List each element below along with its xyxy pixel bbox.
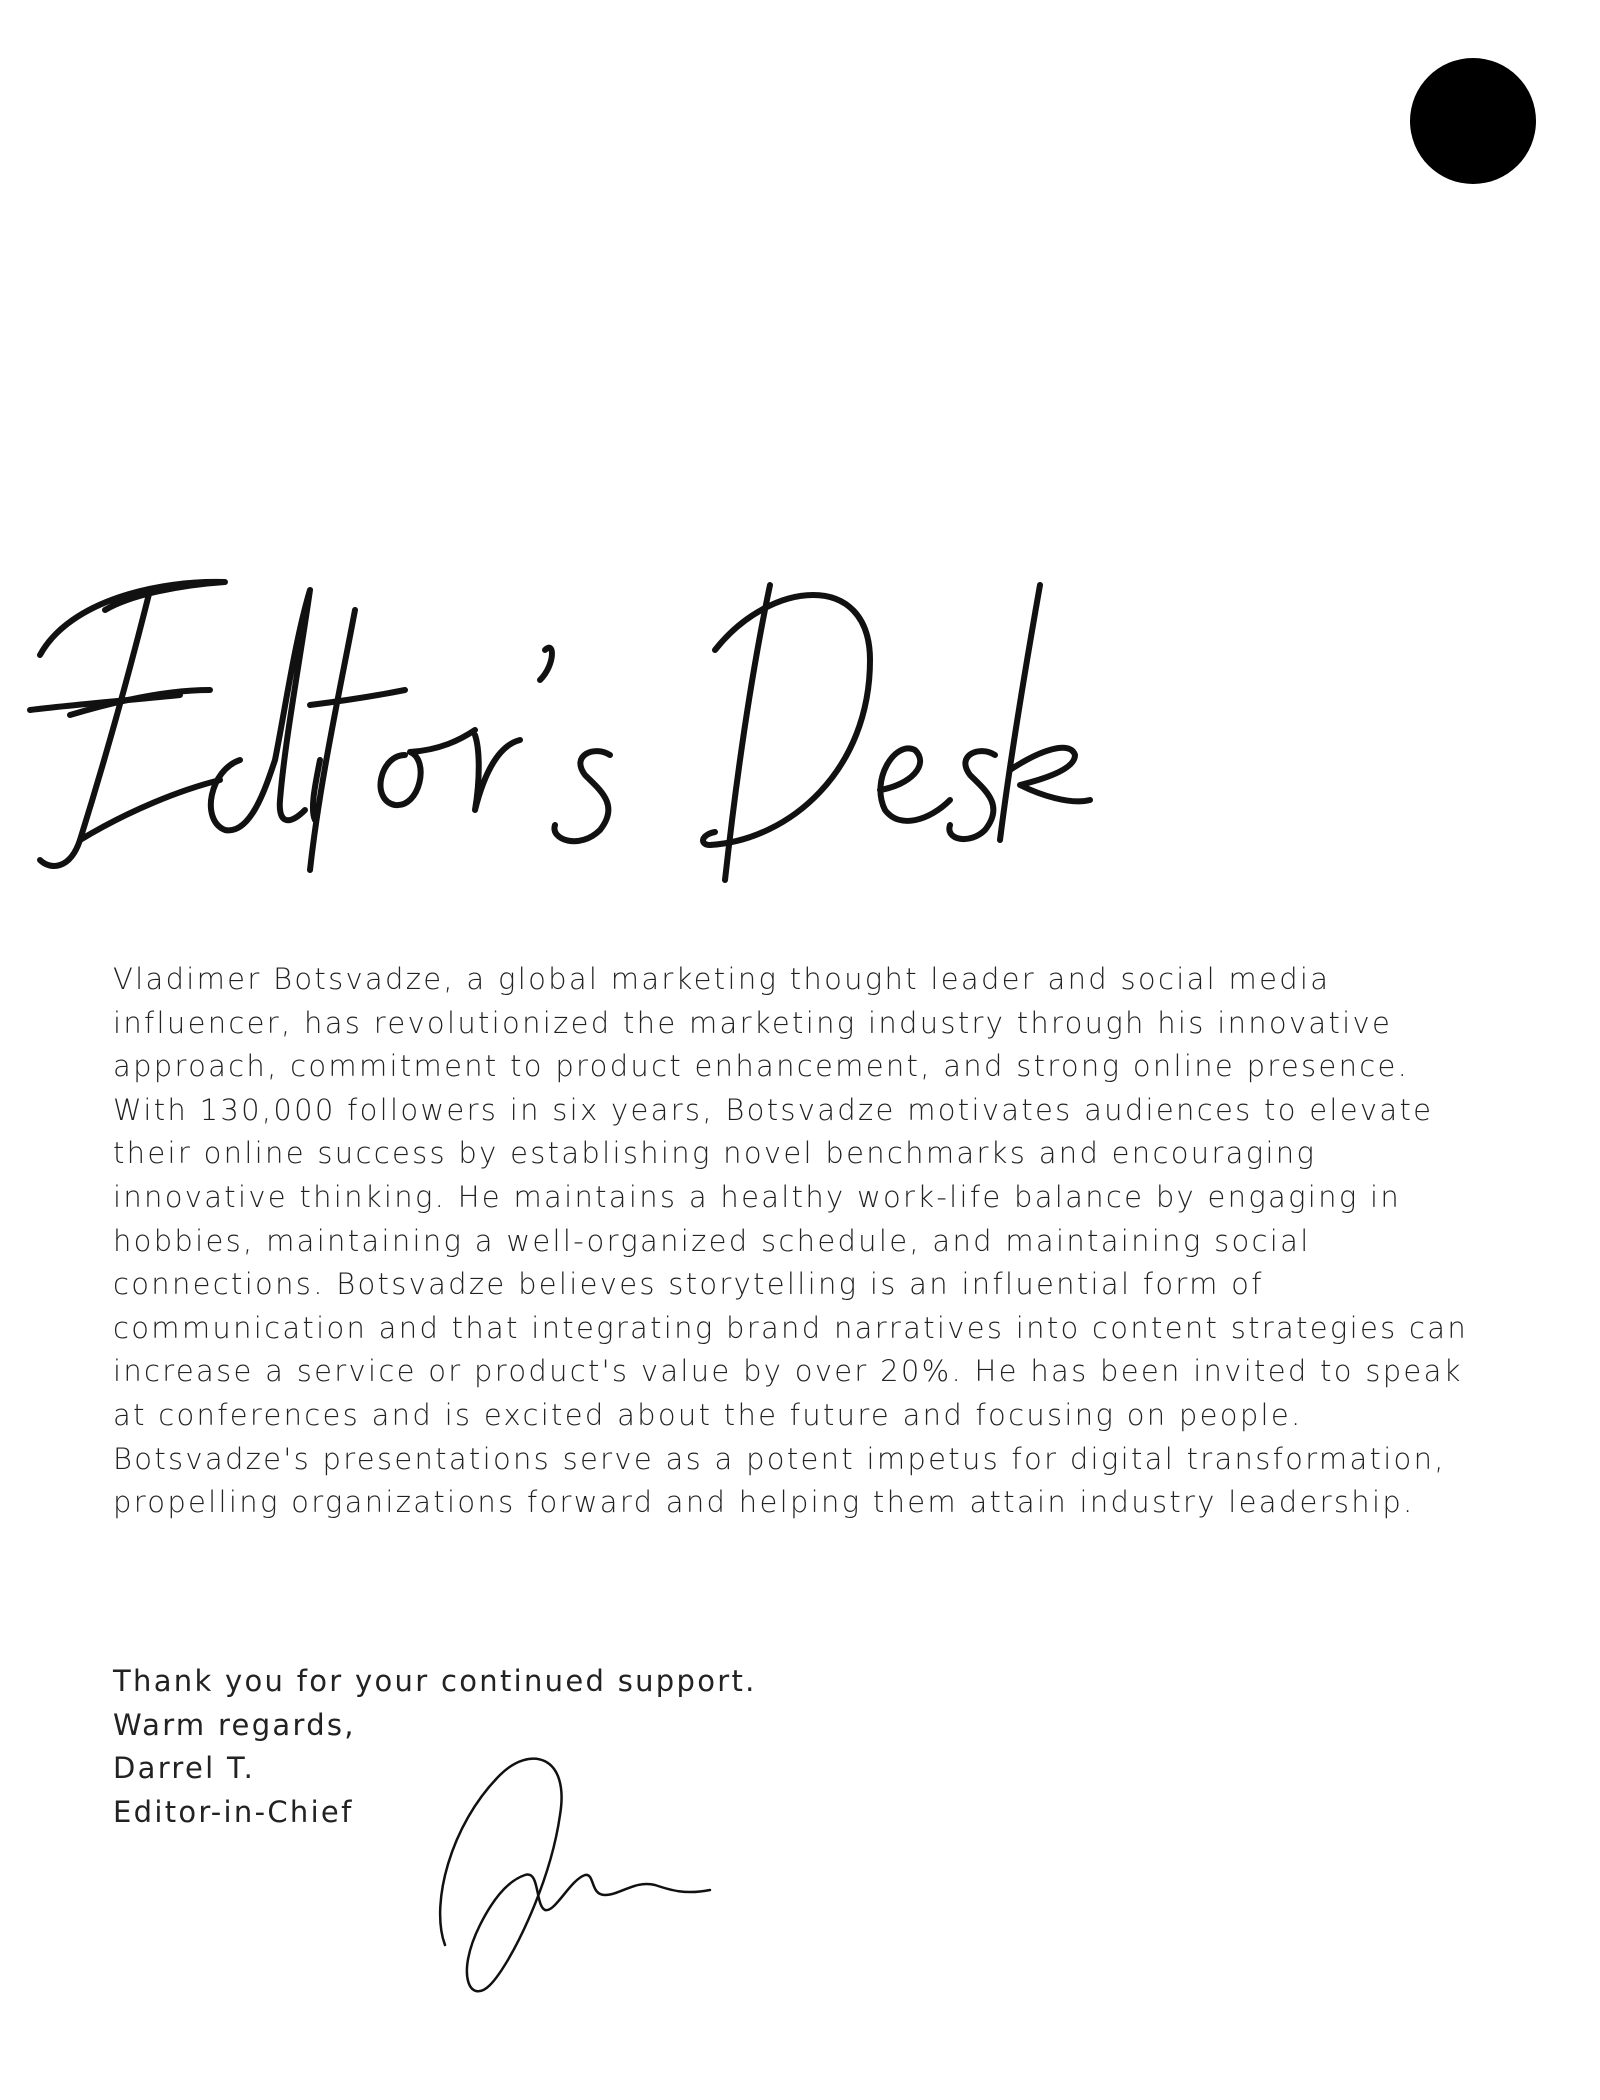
closing-regards: Warm regards, [113, 1707, 356, 1742]
closing-thanks: Thank you for your continued support. [113, 1664, 757, 1698]
signature-graphic [420, 1745, 780, 2005]
page-title [10, 540, 1110, 900]
body-paragraph: Vladimer Botsvadze, a global marketing thought leader and social media influencer, has revolutionized the marketing industry through his innovative approach, commitment to product enhancement, and strong online presence. With 130,000 followers in six years, Botsvadze motivates audiences to elevate their online success by establishing novel benchmarks and encouraging innovative thinking. He maintains a healthy work-life balance by engaging in hobbies, maintaining a well-organized schedule, and maintaining social connections. Botsvadze believes storytelling is an influential form of communication and that integrating brand narratives into content strategies can increase a service or product's value by over 20%. He has been invited to speak at conferences and is excited about the future and focusing on people. Botsvadze's presentations serve as a potent impetus for digital transformation, propelling organizations forward and helping them attain industry leadership. [113, 962, 1469, 1520]
script-title-graphic [10, 540, 1110, 900]
decorative-dot [1410, 58, 1536, 184]
closing-role: Editor-in-Chief [113, 1794, 354, 1829]
closing-name: Darrel T. [113, 1751, 256, 1786]
